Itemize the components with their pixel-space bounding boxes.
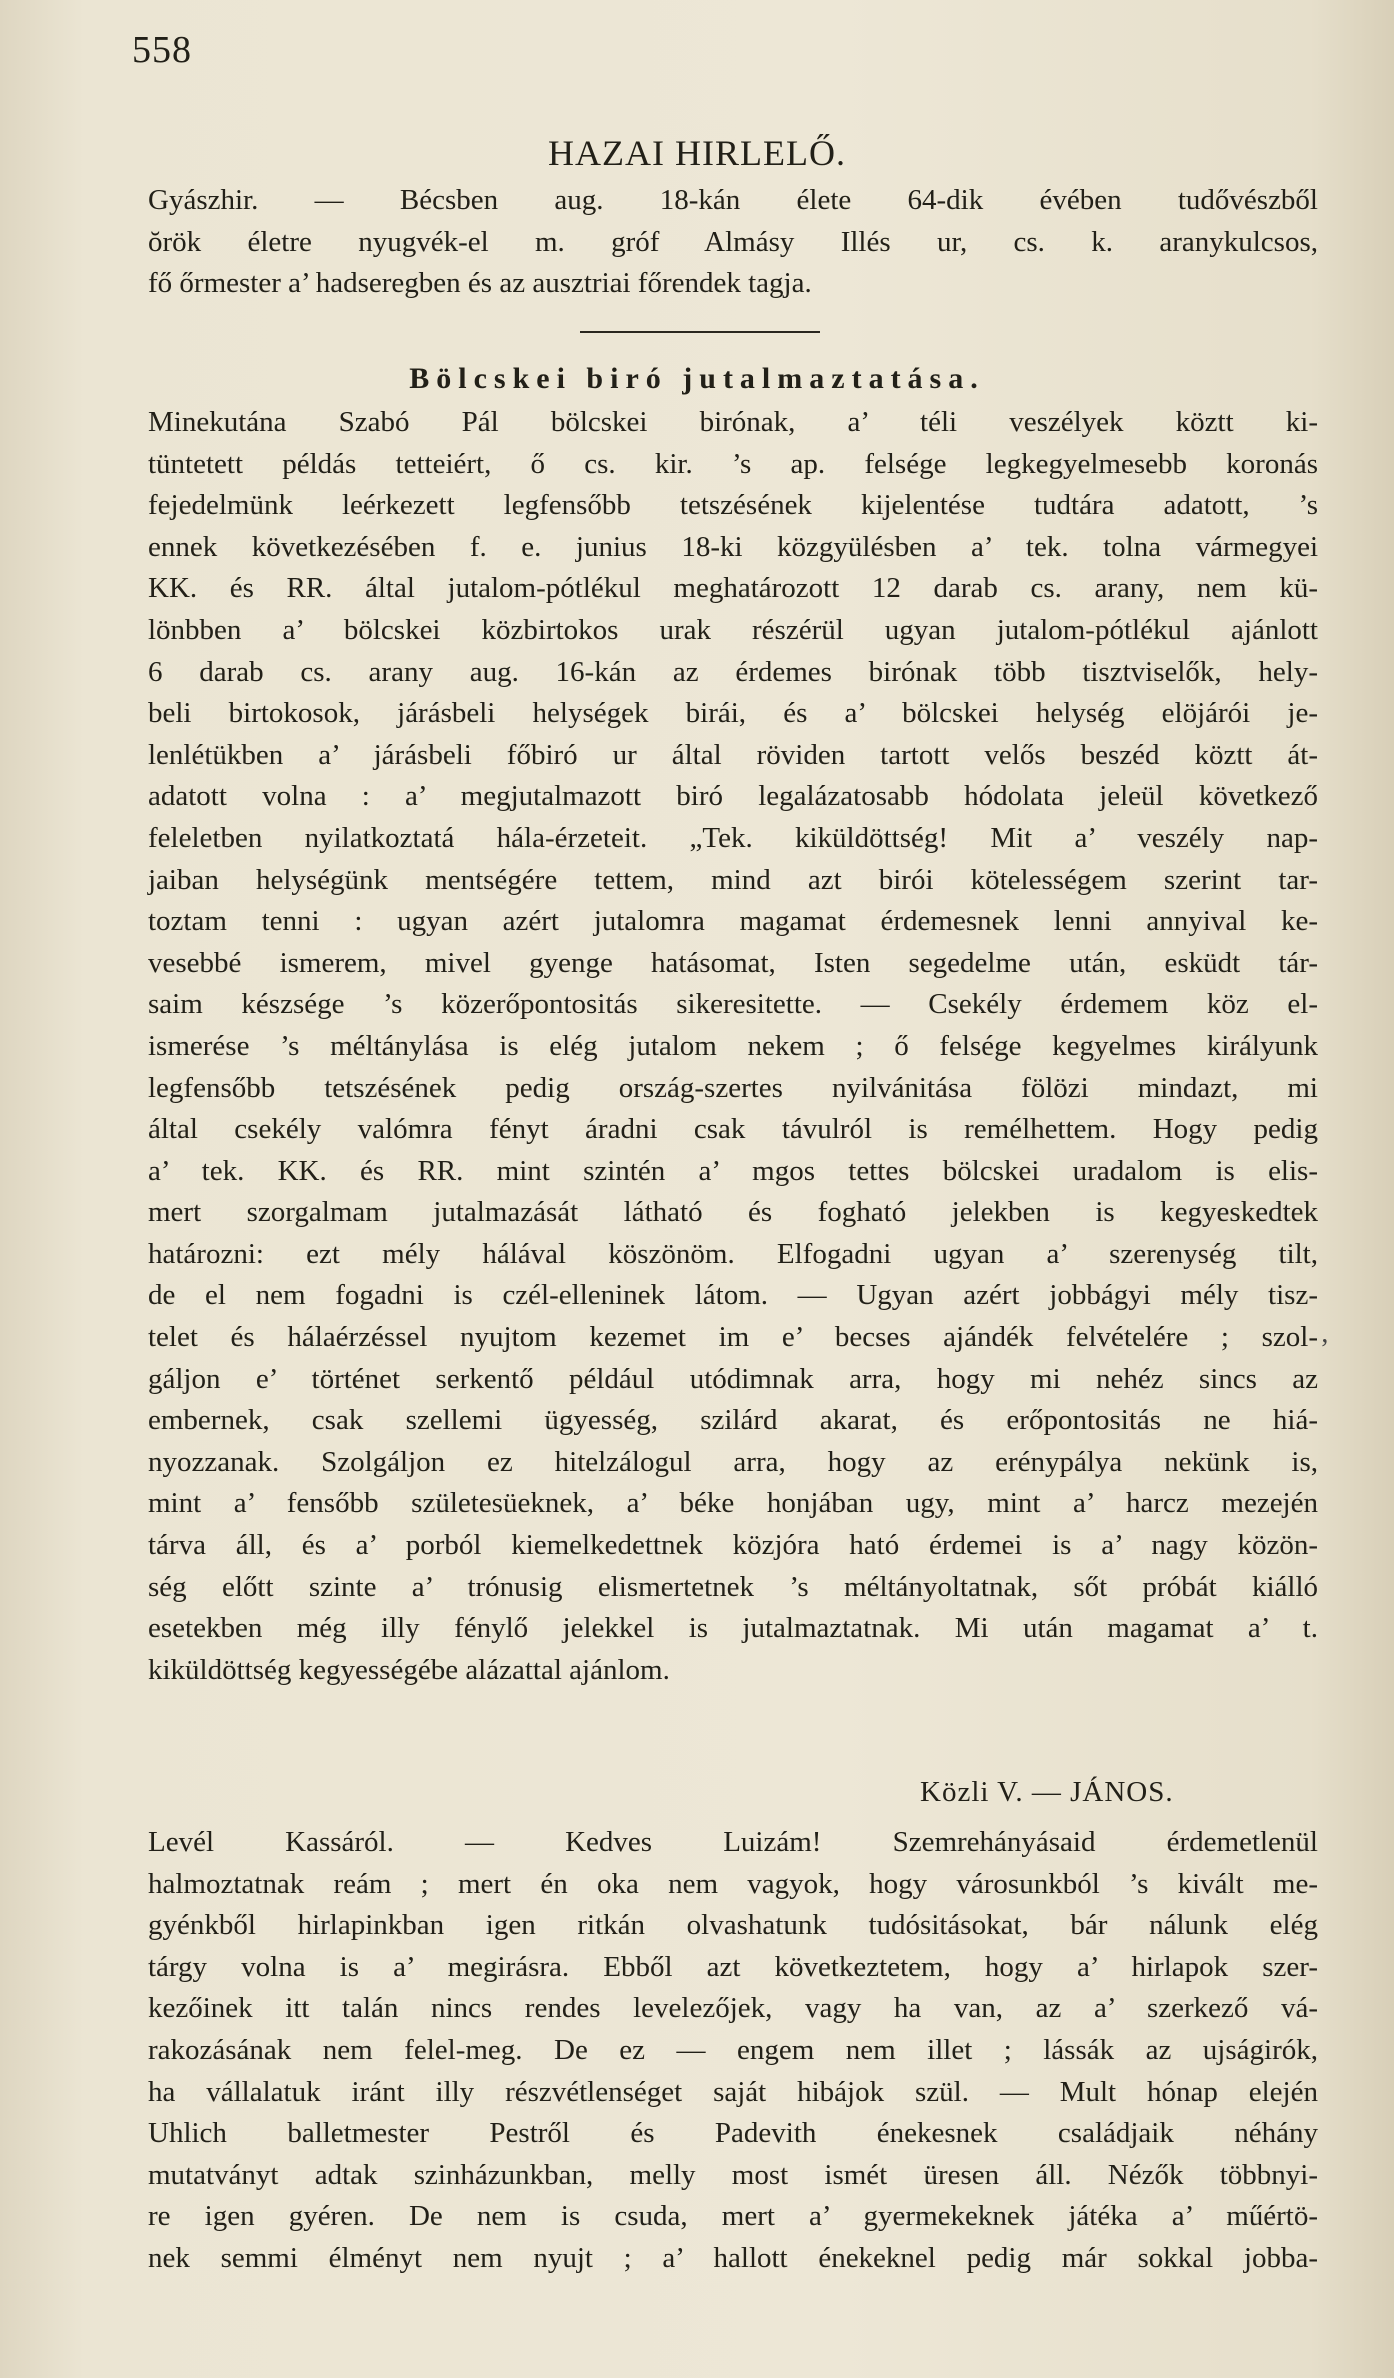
text-line: ismerése ’s méltánylása is elég jutalom nekem ; ő felsége kegyelmes királyunk <box>148 1029 1318 1062</box>
text-line: tárva áll, és a’ porból kiemelkedettnek közjóra ható érdemei is a’ nagy közön- <box>148 1529 1318 1562</box>
signature: Közli V. — JÁNOS. <box>920 1776 1174 1808</box>
text-line: ha vállalatuk iránt illy részvétlenséget saját hibájok szül. — Mult hónap elején <box>148 2075 1318 2108</box>
text-line: mert szorgalmam jutalmazását látható és fogható jelekben is kegyeskedtek <box>148 1196 1318 1229</box>
kassa-article <box>148 1822 1318 2280</box>
text-line: nyozzanak. Szolgáljon ez hitelzálogul arra, hogy az erénypálya nekünk is, <box>148 1445 1318 1478</box>
text-line: tárgy volna is a’ megirásra. Ebből azt következtetem, hogy a’ hirlapok szer- <box>148 1950 1318 1983</box>
section-heading: HAZAI HIRLELŐ. <box>548 133 846 173</box>
text-line: lönbben a’ bölcskei közbirtokos urak részérül ugyan jutalom-pótlékul ajánlott <box>148 613 1318 646</box>
text-line: telet és hálaérzéssel nyujtom kezemet im e’ becses ajándék felvételére ; szol- <box>148 1321 1318 1354</box>
article-title: Bölcskei biró jutalmaztatása. <box>409 362 985 395</box>
text-line: legfensőbb tetszésének pedig ország-szertes nyilvánitása fölözi mindazt, mi <box>148 1071 1318 1104</box>
text-line: Gyászhir. — Bécsben aug. 18-kán élete 64-dik évében tudővészből <box>148 184 1318 216</box>
text-line: ŏrök életre nyugvék-el m. gróf Almásy Illés ur, cs. k. aranykulcsos, <box>148 225 1318 258</box>
text-line: mutatványt adtak szinházunkban, melly most ismét üresen áll. Nézők többnyi- <box>148 2158 1318 2191</box>
text-line: fő őrmester a’ hadseregben és az ausztriai főrendek tagja. <box>148 267 812 300</box>
text-line: embernek, csak szellemi ügyesség, szilárd akarat, és erőpontositás ne hiá- <box>148 1404 1318 1437</box>
text-line: tüntetett példás tetteiért, ő cs. kir. ’s ap. felsége legkegyelmesebb koronás <box>148 447 1318 480</box>
text-line: de el nem fogadni is czél-elleninek látom. — Ugyan azért jobbágyi mély tisz- <box>148 1279 1318 1312</box>
text-line: beli birtokosok, járásbeli helységek birái, és a’ bölcskei helység elöjárói je- <box>148 697 1318 730</box>
text-line: adatott volna : a’ megjutalmazott biró legalázatosabb hódolata jeleül következő <box>148 780 1318 813</box>
text-line: jaiban helységünk mentségére tettem, mind azt birói kötelességem szerint tar- <box>148 863 1318 896</box>
text-line: mint a’ fensőbb születesüeknek, a’ béke honjában ugy, mint a’ harcz mezején <box>148 1487 1318 1520</box>
text-line: KK. és RR. által jutalom-pótlékul meghatározott 12 darab cs. arany, nem kü- <box>148 572 1318 605</box>
text-line: esetekben még illy fénylő jelekkel is jutalmaztatnak. Mi után magamat a’ t. <box>148 1612 1318 1645</box>
text-line: vesebbé ismerem, mivel gyenge hatásomat, Isten segedelme után, esküdt tár- <box>148 946 1318 979</box>
text-line: határozni: ezt mély hálával köszönöm. Elfogadni ugyan a’ szerenység tilt, <box>148 1237 1318 1270</box>
text-line: Levél Kassáról. — Kedves Luizám! Szemrehányásaid érdemetlenül <box>148 1826 1318 1858</box>
text-line: feleletben nyilatkoztatá hála-érzeteit. „Tek. kiküldöttség! Mit a’ veszély nap- <box>148 821 1318 854</box>
text-line: rakozásának nem felel-meg. De ez — engem nem illet ; lássák az ujságirók, <box>148 2033 1318 2066</box>
text-line: kiküldöttség kegyességébe alázattal ajánlom. <box>148 1653 670 1686</box>
text-line: ennek következésében f. e. junius 18-ki közgyülésben a’ tek. tolna vármegyei <box>148 530 1318 563</box>
text-line: nek semmi élményt nem nyujt ; a’ hallott énekeknel pedig már sokkal jobba- <box>148 2241 1318 2274</box>
text-line: gáljon e’ történet serkentő például utódimnak arra, hogy mi nehéz sincs az <box>148 1362 1318 1395</box>
text-line: a’ tek. KK. és RR. mint szintén a’ mgos tettes bölcskei uradalom is elis- <box>148 1154 1318 1187</box>
text-line: halmoztatnak reám ; mert én oka nem vagyok, hogy városunkból ’s kivált me- <box>148 1867 1318 1900</box>
divider-rule <box>580 331 820 333</box>
text-line: által csekély valómra fényt áradni csak távulról is remélhettem. Hogy pedig <box>148 1113 1318 1146</box>
text-line: ség előtt szinte a’ trónusig elismertetnek ’s méltányoltatnak, sőt próbát kiálló <box>148 1570 1318 1603</box>
text-line: lenlétükben a’ járásbeli főbiró ur által röviden tartott velős beszéd köztt át- <box>148 738 1318 771</box>
margin-mark: ‚ <box>1320 1318 1330 1349</box>
text-line: Uhlich balletmester Pestről és Padevith énekesnek családjaik néhány <box>148 2117 1318 2150</box>
text-line: Minekutána Szabó Pál bölcskei birónak, a’ téli veszélyek köztt ki- <box>148 406 1318 438</box>
bolcskei-article <box>148 402 1318 1691</box>
page-number: 558 <box>132 29 192 71</box>
text-line: 6 darab cs. arany aug. 16-kán az érdemes birónak több tisztviselők, hely- <box>148 655 1318 688</box>
text-line: re igen gyéren. De nem is csuda, mert a’ gyermekeknek játéka a’ műértö- <box>148 2200 1318 2233</box>
text-line: toztam tenni : ugyan azért jutalomra magamat érdemesnek lenni annyival ke- <box>148 905 1318 938</box>
text-line: saim készsége ’s közerőpontositás sikeresitette. — Csekély érdemem köz el- <box>148 988 1318 1021</box>
gyaszhir-article <box>148 180 1318 305</box>
text-line: kezőinek itt talán nincs rendes levelezőjek, vagy ha van, az a’ szerkező vá- <box>148 1992 1318 2025</box>
text-line: fejedelmünk leérkezett legfensőbb tetszésének kijelentése tudtára adatott, ’s <box>148 489 1318 522</box>
text-line: gyénkből hirlapinkban igen ritkán olvashatunk tudósitásokat, bár nálunk elég <box>148 1909 1318 1942</box>
